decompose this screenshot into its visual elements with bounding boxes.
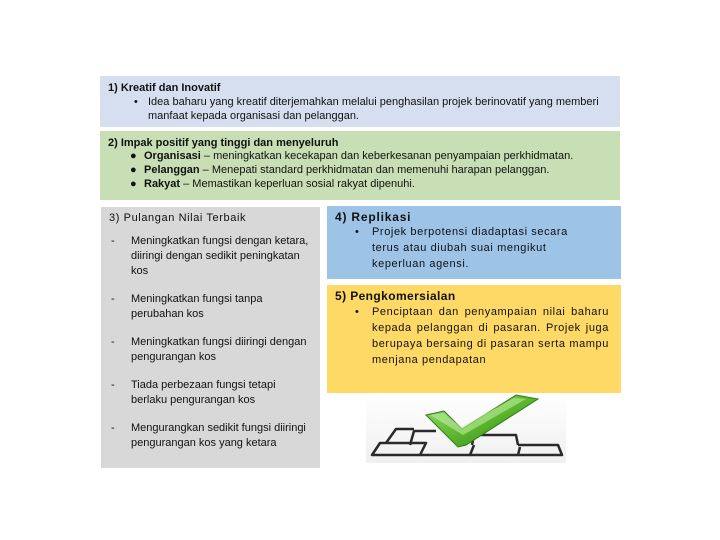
item-term: Pelanggan <box>144 164 200 176</box>
bullet-text: Projek berpotensi diadaptasi secara terus atau diubah suai mengikut keperluan agensi. <box>372 226 568 270</box>
dash-glyph: - <box>111 235 115 247</box>
bullet-item <box>335 304 613 368</box>
bullet-text: Idea baharu yang kreatif diterjemahkan melalui penghasilan projek berinovatif yang memberi manfaat kepada organisasi dan pelanggan. <box>148 96 599 122</box>
item-term: Rakyat <box>144 178 181 190</box>
dash-glyph: - <box>111 379 115 391</box>
criteria-box-impak <box>100 131 620 200</box>
item-text: Meningkatkan fungsi tanpa perubahan kos <box>131 293 263 320</box>
bullet-glyph: • <box>355 306 360 318</box>
list-item <box>130 150 612 163</box>
bullet-glyph: ● <box>130 164 137 176</box>
list-item <box>109 234 312 279</box>
dash-glyph: - <box>111 293 115 305</box>
box-heading: 2) Impak positif yang tinggi dan menyeluruh <box>108 137 339 149</box>
item-text: – meningkatkan kecekapan dan keberkesanan penyampaian perkhidmatan. <box>200 150 574 162</box>
list-item <box>130 178 612 191</box>
item-text: Tiada perbezaan fungsi tetapi berlaku pengurangan kos <box>131 379 276 406</box>
criteria-box-replikasi <box>327 206 621 279</box>
list-item <box>109 378 312 408</box>
bullet-glyph: ● <box>130 150 137 162</box>
list-item <box>109 421 312 451</box>
bullet-item <box>335 224 613 272</box>
item-text: – Menepati standard perkhidmatan dan memenuhi harapan pelanggan. <box>199 164 550 176</box>
list-item <box>130 164 612 177</box>
dash-glyph: - <box>111 336 115 348</box>
box-heading: 5) Pengkomersialan <box>335 289 456 303</box>
list-item <box>109 292 312 322</box>
item-text: Meningkatkan fungsi diiringi dengan pengurangan kos <box>131 336 307 363</box>
bullet-glyph: • <box>134 96 138 108</box>
dash-glyph: - <box>111 422 115 434</box>
bullet-text: Penciptaan dan penyampaian nilai baharu kepada pelanggan di pasaran. Projek juga berupaya bersaing di pasaran serta mampu menjana pendapatan <box>372 306 609 366</box>
item-term: Organisasi <box>144 150 201 162</box>
item-text: Mengurangkan sedikit fungsi diiringi pengurangan kos yang ketara <box>131 422 306 449</box>
item-text: – Memastikan keperluan sosial rakyat dipenuhi. <box>180 178 415 190</box>
criteria-box-pulangan <box>101 207 320 468</box>
bullet-item <box>108 95 612 123</box>
criteria-box-kreatif <box>100 76 620 127</box>
list-item <box>109 335 312 365</box>
bullet-glyph: ● <box>130 178 137 190</box>
box-heading: 3) Pulangan Nilai Terbaik <box>109 212 247 224</box>
box-heading: 1) Kreatif dan Inovatif <box>108 82 221 94</box>
checkmark-checkbox-icon <box>366 393 566 463</box>
box-heading: 4) Replikasi <box>335 210 412 224</box>
criteria-box-pengkomersialan <box>327 285 621 393</box>
item-text: Meningkatkan fungsi dengan ketara, diiringi dengan sedikit peningkatan kos <box>131 235 309 277</box>
bullet-glyph: • <box>355 226 360 238</box>
